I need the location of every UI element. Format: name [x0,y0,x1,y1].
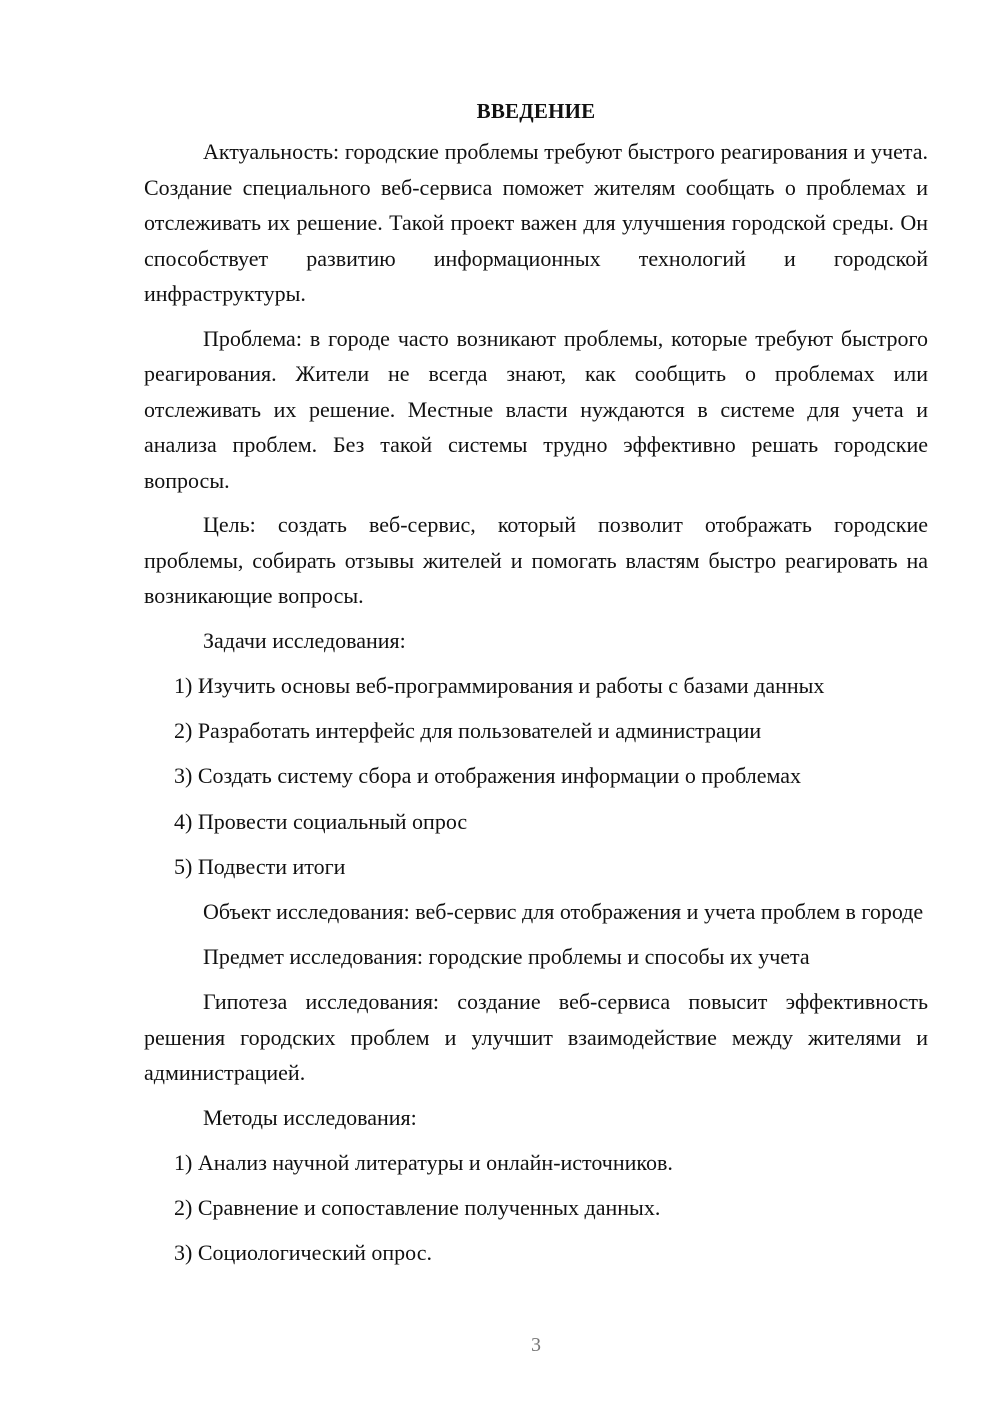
tasks-heading: Задачи исследования: [203,627,406,653]
goal-paragraph: Цель: создать веб-сервис, который позволит отображать городские проблемы, собирать отзывы жителей и помогать властям быстро реагировать на возникающие вопросы. [144,512,928,608]
method-item: 2) Сравнение и сопоставление полученных данных. [174,1195,661,1221]
object-paragraph: Объект исследования: веб-сервис для отображения и учета проблем в городе [203,899,924,925]
task-item: 3) Создать систему сбора и отображения информации о проблемах [174,763,802,789]
page-content [144,96,928,1281]
task-item: 5) Подвести итоги [174,853,346,879]
problem-paragraph: Проблема: в городе часто возникают проблемы, которые требуют быстрого реагирования. Жители не всегда знают, как сообщить о проблемах или отслеживать их решение. Местные власти нуждаются в системе для учета и анализа проблем. Без такой системы трудно эффективно решать городские вопросы. [144,325,928,493]
task-item: 1) Изучить основы веб-программирования и работы с базами данных [174,672,825,698]
task-item: 2) Разработать интерфейс для пользователей и администрации [174,718,762,744]
hypothesis-paragraph: Гипотеза исследования: создание веб-сервиса повысит эффективность решения городских проблем и улучшит взаимодействие между жителями и администрацией. [144,989,928,1086]
method-item: 3) Социологический опрос. [174,1240,432,1266]
method-item: 1) Анализ научной литературы и онлайн-источников. [174,1149,673,1175]
relevance-paragraph: Актуальность: городские проблемы требуют быстрого реагирования и учета. Создание специального веб-сервиса поможет жителям сообщать о проблемах и отслеживать их решение. Такой проект важен для улучшения городской среды. Он способствует развитию информационных технологий и городской инфраструктуры. [144,139,928,306]
page-number: 3 [531,1334,541,1356]
methods-heading: Методы исследования: [203,1104,417,1130]
section-title: ВВЕДЕНИЕ [476,99,596,123]
task-item: 4) Провести социальный опрос [174,808,468,834]
subject-paragraph: Предмет исследования: городские проблемы и способы их учета [203,943,810,969]
